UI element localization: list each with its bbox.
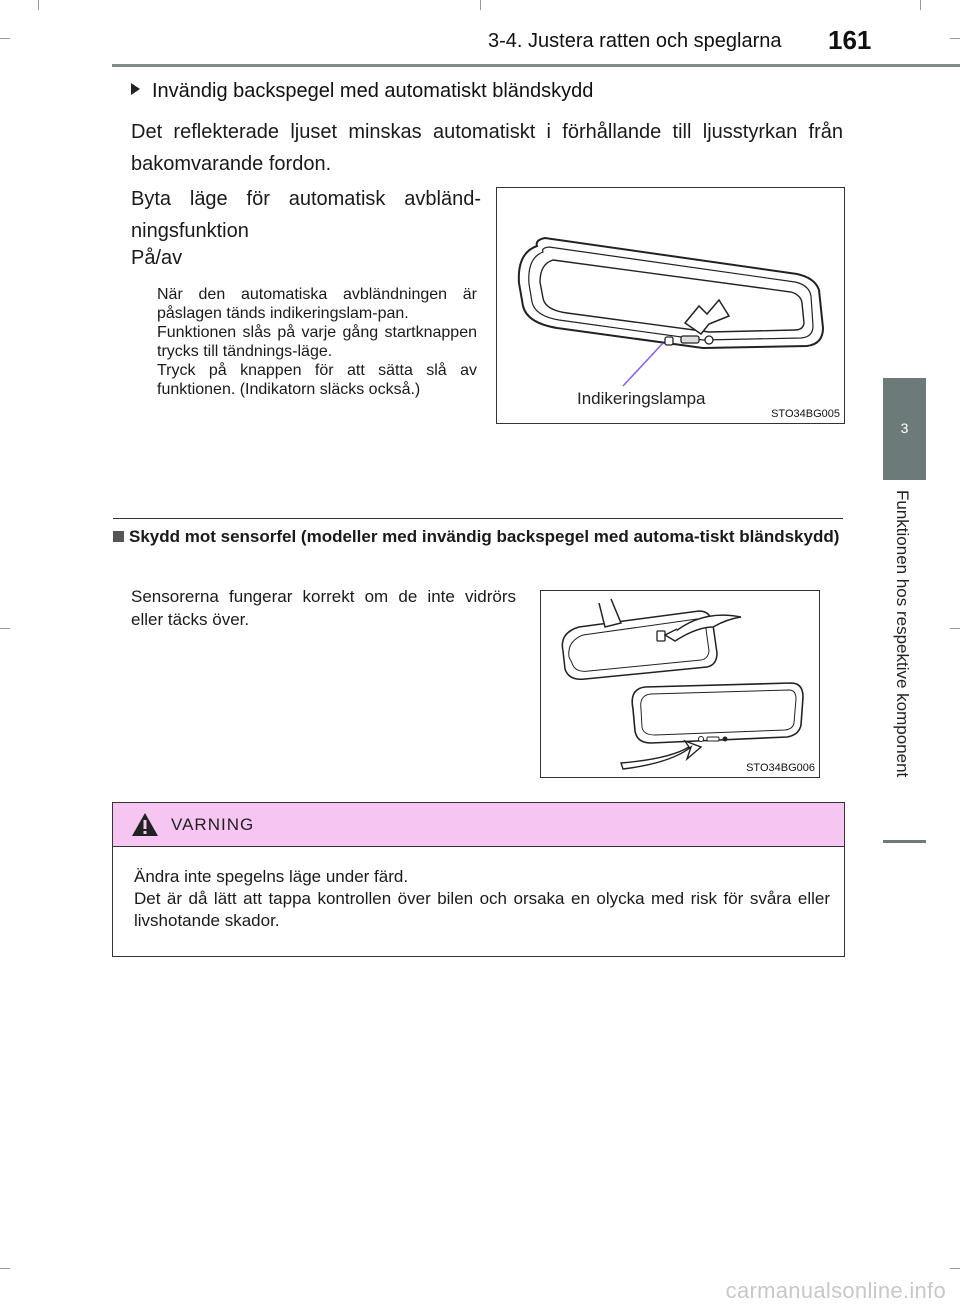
indicator-lamp-callout: Indikeringslampa [577, 389, 706, 408]
description-paragraph: Det reflekterade ljuset minskas automatiskt i förhållande till ljusstyrkan från bakomvarande fordon. [131, 121, 843, 175]
page-number: 161 [828, 25, 872, 55]
warning-header [113, 803, 844, 847]
crop-mark [920, 0, 921, 10]
footer [0, 1270, 960, 1307]
sensor-text: Sensorerna fungerar korrekt om de inte vidrörs eller täcks över. [131, 587, 516, 629]
switch-description [157, 285, 477, 399]
rearview-mirror-illustration [497, 188, 844, 423]
figure-code: STO34BG005 [771, 408, 840, 420]
crop-mark [950, 1268, 960, 1269]
switch-label: På/av [131, 247, 183, 269]
crop-mark [0, 628, 10, 629]
subsection-heading [131, 80, 593, 103]
header-rule [112, 64, 960, 67]
watermark: carmanualsonline.info [725, 1278, 946, 1303]
crop-mark [0, 38, 10, 39]
chapter-label [872, 490, 932, 830]
warning-line: Det är då lätt att tappa kontrollen över bilen och orsaka en olycka med risk för svåra eller livshotande skador. [134, 889, 830, 930]
chapter-label-text: Funktionen hos respektive komponent [893, 490, 912, 778]
mirror-figure [496, 187, 845, 424]
crop-mark [480, 0, 481, 10]
sensor-heading-text: Skydd mot sensorfel (modeller med invändig backspegel med automa-tiskt bländskydd) [129, 527, 840, 546]
switch-line: När den automatiska avbländningen är påslagen tänds indikeringslam-pan. [157, 286, 477, 322]
switch-title: Byta läge för automatisk avbländ-ningsfunktion [131, 188, 481, 242]
chapter-number: 3 [900, 420, 909, 436]
crop-mark [950, 38, 960, 39]
warning-line: Ändra inte spegelns läge under färd. [134, 867, 409, 886]
section-title: 3-4. Justera ratten och speglarna [488, 30, 782, 52]
sensor-location-illustration [541, 591, 819, 777]
section-square-icon [113, 531, 124, 542]
warning-triangle-icon [131, 812, 159, 837]
section-divider [113, 518, 843, 519]
switch-line: Funktionen slås på varje gång startknappen trycks till tändnings-läge. [157, 324, 477, 360]
crop-mark [950, 628, 960, 629]
crop-mark [0, 1268, 10, 1269]
subsection-heading-text: Invändig backspegel med automatiskt bländskydd [152, 80, 594, 102]
bullet-triangle-icon [131, 83, 140, 95]
warning-box [112, 802, 845, 957]
sensor-heading [113, 526, 843, 548]
sensor-figure [540, 590, 820, 778]
crop-mark [38, 0, 39, 10]
figure-code: STO34BG006 [746, 762, 815, 774]
warning-body [134, 866, 830, 932]
warning-title: VARNING [171, 815, 255, 834]
switch-line: Tryck på knappen för att sätta slå av funktionen. (Indikatorn släcks också.) [157, 362, 477, 398]
